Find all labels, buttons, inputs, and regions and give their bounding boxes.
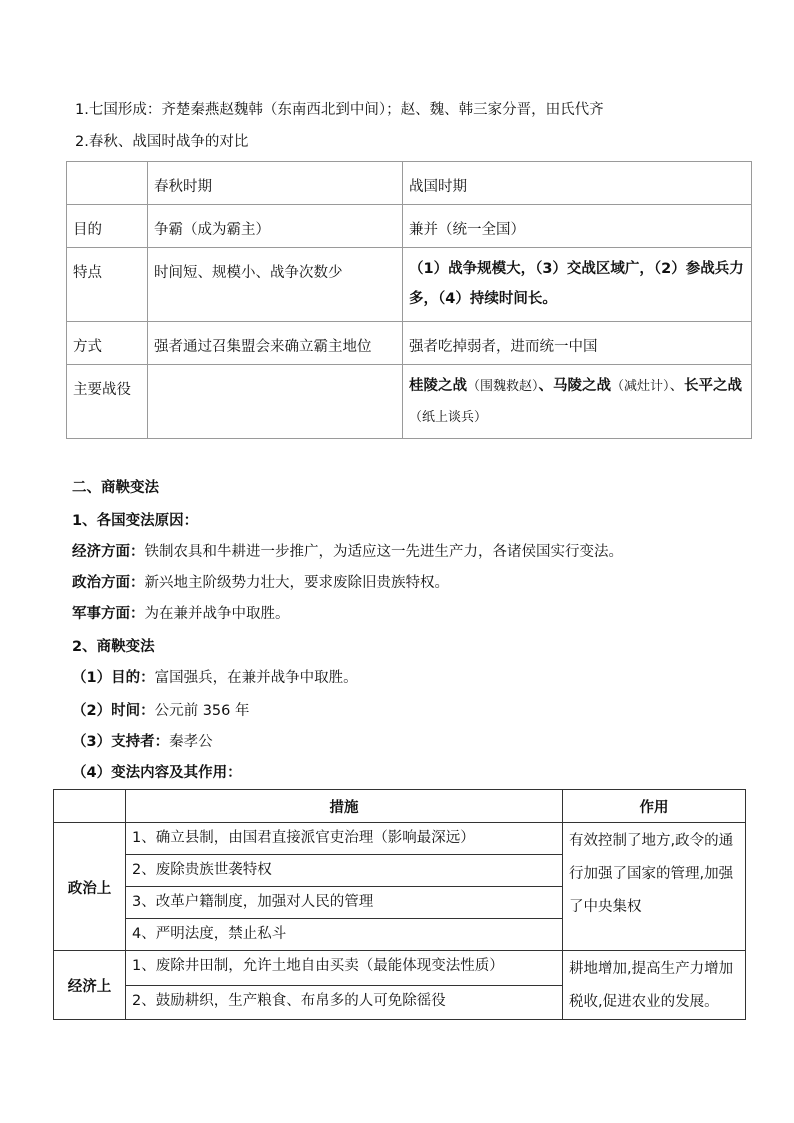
row-label: 特点: [67, 248, 148, 322]
reason-text: 新兴地主阶级势力壮大，要求废除旧贵族特权。: [144, 575, 449, 591]
measure-cell: 1、废除井田制，允许土地自由买卖（最能体现变法性质）: [126, 951, 563, 986]
comparison-header-row: [67, 162, 752, 205]
comparison-row-purpose: [67, 205, 752, 248]
reason-text: 为在兼并战争中取胜。: [144, 606, 290, 622]
reform-item-purpose: [72, 668, 358, 688]
header-spring-autumn: 春秋时期: [148, 162, 403, 205]
reform-header-row: [54, 790, 746, 823]
reason-label: 经济方面：: [72, 544, 145, 560]
reform-item-content: [72, 763, 242, 783]
warring-states-cell: [403, 365, 752, 439]
battle-name: 桂陵之战: [409, 378, 467, 394]
spring-autumn-cell: [148, 365, 403, 439]
row-label: 方式: [67, 322, 148, 365]
item-text: 秦孝公: [169, 734, 213, 750]
header-warring-states: 战国时期: [403, 162, 752, 205]
reason-label: 军事方面：: [72, 606, 145, 622]
battle-separator: 、: [669, 378, 685, 394]
group-label-economic: 经济上: [54, 951, 126, 1020]
row-label: 主要战役: [67, 365, 148, 439]
section-title: 二、商鞅变法: [72, 480, 159, 496]
item-label: （2）时间：: [72, 703, 155, 719]
reason-heading: 1、各国变法原因：: [72, 513, 199, 529]
header-blank-cell: [67, 162, 148, 205]
battle-name: 长平之战: [684, 378, 743, 394]
comparison-table: [66, 161, 752, 439]
reform-table: [53, 789, 746, 1020]
item-label: （4）变法内容及其作用：: [72, 765, 242, 781]
intro-line-1: 1.七国形成：齐楚秦燕赵魏韩（东南西北到中间）；赵、魏、韩三家分晋，田氏代齐: [75, 102, 604, 118]
battle-name: 马陵之战: [553, 378, 612, 394]
measure-cell: 4、严明法度，禁止私斗: [126, 919, 563, 951]
spring-autumn-cell: 时间短、规模小、战争次数少: [148, 248, 403, 322]
effect-cell-economic: 耕地增加,提高生产力增加税收,促进农业的发展。: [563, 951, 746, 1020]
effect-cell-political: 有效控制了地方,政令的通行加强了国家的管理,加强了中央集权: [563, 823, 746, 951]
item-text: 富国强兵，在兼并战争中取胜。: [154, 670, 358, 686]
battle-note: （围魏救赵）: [467, 379, 539, 394]
reform-heading: 2、商鞅变法: [72, 639, 155, 655]
reform-item-time: [72, 701, 250, 721]
reason-military: [72, 604, 290, 624]
reason-political: [72, 573, 449, 593]
comparison-row-features: [67, 248, 752, 322]
intro-line-2: 2.春秋、战国时战争的对比: [75, 134, 249, 150]
reform-item-supporter: [72, 732, 213, 752]
measure-cell: 3、改革户籍制度，加强对人民的管理: [126, 887, 563, 919]
measure-cell: 2、鼓励耕织，生产粮食、布帛多的人可免除徭役: [126, 985, 563, 1020]
reason-economic: [72, 542, 623, 562]
item-text: 公元前 356 年: [154, 703, 250, 719]
comparison-row-method: [67, 322, 752, 365]
reason-label: 政治方面：: [72, 575, 145, 591]
group-label-political: 政治上: [54, 823, 126, 951]
item-label: （3）支持者：: [72, 734, 170, 750]
header-blank-cell: [54, 790, 126, 823]
measure-row: [54, 951, 746, 986]
spring-autumn-cell: 争霸（成为霸主）: [148, 205, 403, 248]
comparison-row-battles: [67, 365, 752, 439]
warring-states-cell: 兼并（统一全国）: [403, 205, 752, 248]
battle-separator: 、: [538, 378, 554, 394]
measure-cell: 2、废除贵族世袭特权: [126, 855, 563, 887]
measure-cell: 1、确立县制，由国君直接派官吏治理（影响最深远）: [126, 823, 563, 855]
header-effect: 作用: [563, 790, 746, 823]
battle-note: （纸上谈兵）: [409, 410, 488, 425]
row-label: 目的: [67, 205, 148, 248]
reason-text: 铁制农具和牛耕进一步推广，为适应这一先进生产力，各诸侯国实行变法。: [144, 544, 623, 560]
spring-autumn-cell: 强者通过召集盟会来确立霸主地位: [148, 322, 403, 365]
measure-row: [54, 823, 746, 855]
header-measures: 措施: [126, 790, 563, 823]
battle-note: （减灶计）: [611, 379, 670, 394]
warring-states-cell: （1）战争规模大，（3）交战区域广，（2）参战兵力多，（4）持续时间长。: [403, 248, 752, 322]
item-label: （1）目的：: [72, 670, 155, 686]
warring-states-cell: 强者吃掉弱者，进而统一中国: [403, 322, 752, 365]
